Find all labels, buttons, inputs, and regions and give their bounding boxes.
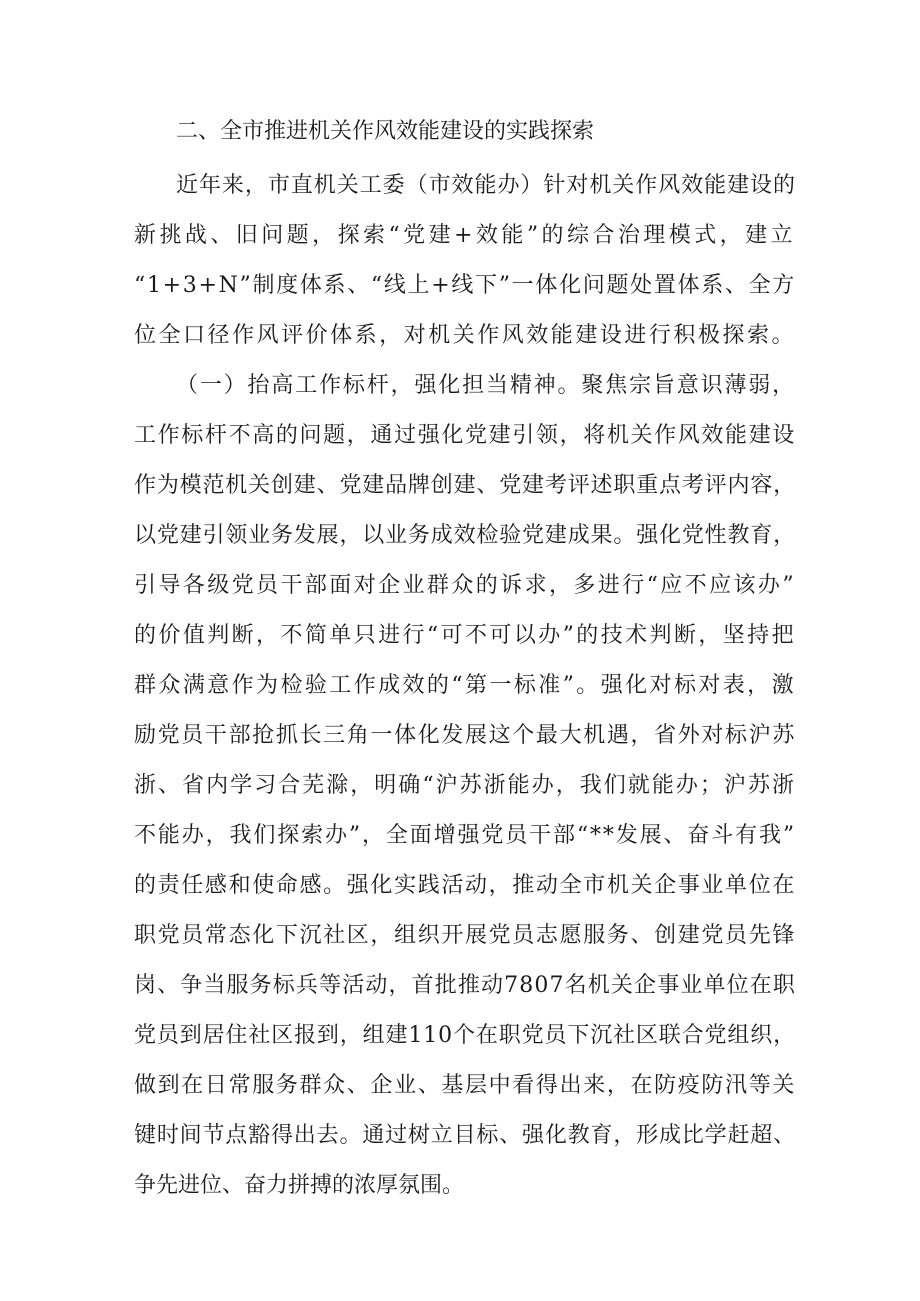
paragraph-2-line-3: 作为模范机关创建、党建品牌创建、党建考评述职重点考评内容， xyxy=(134,473,796,498)
paragraph-2-line-10: 不能办，我们探索办”，全面增强党员干部“**发展、奋斗有我” xyxy=(134,823,796,848)
paragraph-2-line-14: 党员到居住社区报到，组建110个在职党员下沉社区联合党组织， xyxy=(134,1023,796,1048)
paragraph-2-line-13: 岗、争当服务标兵等活动，首批推动7807名机关企事业单位在职 xyxy=(134,973,796,998)
paragraph-2-line-8: 励党员干部抢抓长三角一体化发展这个最大机遇，省外对标沪苏 xyxy=(134,723,796,748)
section-heading: 二、全市推进机关作风效能建设的实践探索 xyxy=(176,119,595,144)
paragraph-2-line-15: 做到在日常服务群众、企业、基层中看得出来，在防疫防汛等关 xyxy=(134,1073,796,1098)
paragraph-2-line-2: 工作标杆不高的问题，通过强化党建引领，将机关作风效能建设 xyxy=(134,423,796,448)
paragraph-2-line-4: 以党建引领业务发展，以业务成效检验党建成果。强化党性教育， xyxy=(134,523,796,548)
paragraph-2-line-17: 争先进位、奋力拼搏的浓厚氛围。 xyxy=(134,1173,465,1198)
paragraph-1-line-2: 新挑战、旧问题，探索“党建+效能”的综合治理模式，建立 xyxy=(134,223,796,248)
paragraph-2-line-12: 职党员常态化下沉社区，组织开展党员志愿服务、创建党员先锋 xyxy=(134,923,796,948)
paragraph-2-line-16: 键时间节点豁得出去。通过树立目标、强化教育，形成比学赶超、 xyxy=(134,1123,796,1148)
paragraph-1-line-3: “1+3+N”制度体系、“线上+线下”一体化问题处置体系、全方 xyxy=(134,273,796,298)
paragraph-2-line-7: 群众满意作为检验工作成效的“第一标准”。强化对标对表，激 xyxy=(134,673,796,698)
paragraph-1-line-4: 位全口径作风评价体系，对机关作风效能建设进行积极探索。 xyxy=(134,323,796,348)
paragraph-2-line-9: 浙、省内学习合芜滁，明确“沪苏浙能办，我们就能办；沪苏浙 xyxy=(134,773,796,798)
paragraph-2-line-1: （一）抬高工作标杆，强化担当精神。聚焦宗旨意识薄弱， xyxy=(176,373,796,398)
paragraph-2-line-5: 引导各级党员干部面对企业群众的诉求，多进行“应不应该办” xyxy=(134,573,796,598)
paragraph-2-line-6: 的价值判断，不简单只进行“可不可以办”的技术判断，坚持把 xyxy=(134,623,796,648)
paragraph-2-line-11: 的责任感和使命感。强化实践活动，推动全市机关企事业单位在 xyxy=(134,873,796,898)
paragraph-1-line-1: 近年来，市直机关工委（市效能办）针对机关作风效能建设的 xyxy=(176,173,796,198)
